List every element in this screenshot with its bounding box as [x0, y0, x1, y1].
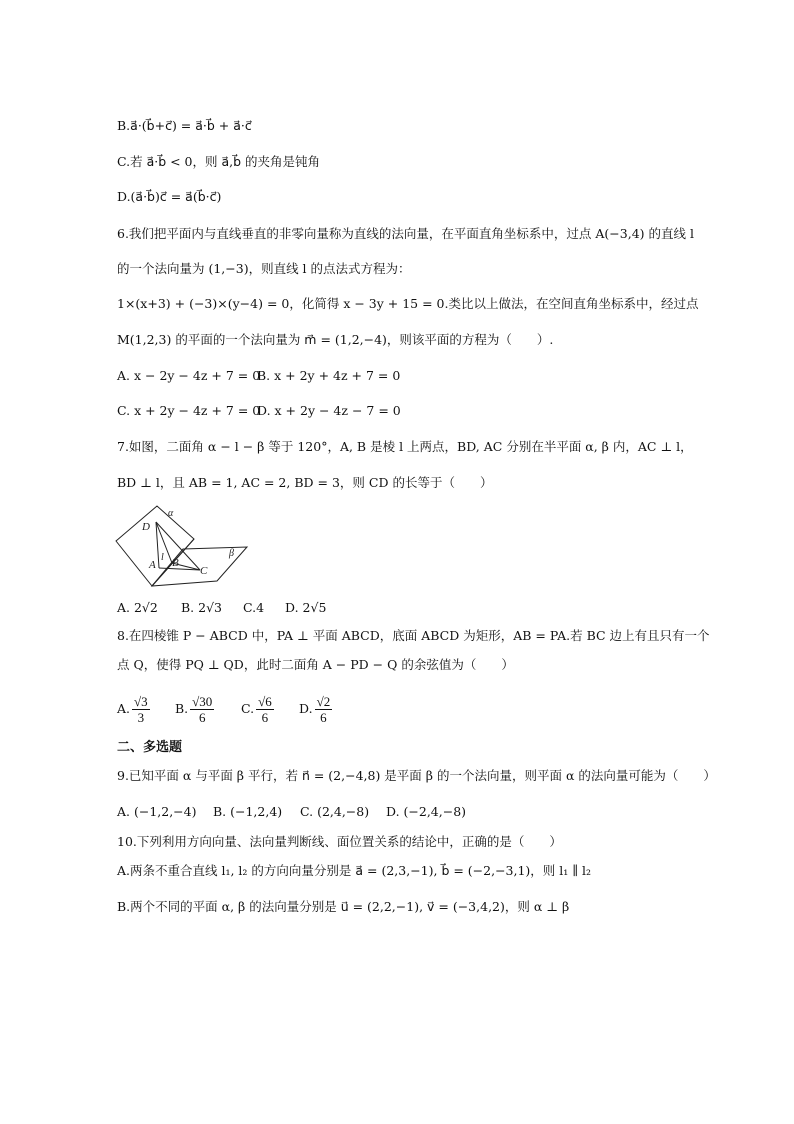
q6-stem-line-1: 6.我们把平面内与直线垂直的非零向量称为直线的法向量，在平面直角坐标系中，过点 A(−3,4) 的直线 l	[117, 226, 694, 241]
q8-option-c-letter: C.	[241, 701, 255, 716]
q7-options-row	[117, 598, 697, 618]
q6-option-c: C. x + 2y − 4z + 7 = 0	[117, 403, 261, 418]
q5-option-b: B.a⃗·(b⃗+c⃗) = a⃗·b⃗ + a⃗·c⃗	[117, 118, 252, 133]
q8-option-b-numerator: √30	[192, 694, 213, 709]
label-alpha: α	[168, 508, 174, 519]
q8-option-b-fraction	[190, 694, 214, 725]
q8-option-c-fraction	[256, 694, 274, 725]
label-d: D	[142, 521, 150, 533]
q8-option-a-letter: A.	[117, 701, 131, 716]
q6-stem-line-4: M(1,2,3) 的平面的一个法向量为 m⃗ = (1,2,−4)，则该平面的方程为（ ）.	[117, 332, 554, 347]
q7-stem-line-1: 7.如图，二面角 α − l − β 等于 120°，A, B 是棱 l 上两点，BD, AC 分别在半平面 α, β 内，AC ⊥ l，	[117, 439, 693, 454]
q6-option-b: B. x + 2y + 4z + 7 = 0	[257, 368, 401, 383]
label-b: B	[172, 557, 179, 569]
dihedral-angle-figure	[112, 502, 257, 590]
label-a: A	[149, 559, 156, 571]
q8-option-b-letter: B.	[175, 701, 189, 716]
q8-option-a-denominator: 3	[137, 710, 145, 725]
q7-option-d: D. 2√5	[285, 600, 327, 615]
q8-option-c-numerator: √6	[258, 694, 272, 709]
q8-stem-line-2: 点 Q，使得 PQ ⊥ QD，此时二面角 A − PD − Q 的余弦值为（ ）	[117, 657, 514, 672]
q8-option-c-denominator: 6	[261, 710, 269, 725]
q7-option-a: A. 2√2	[117, 600, 158, 615]
q9-option-d: D. (−2,4,−8)	[386, 804, 467, 819]
q7-stem-line-2: BD ⊥ l，且 AB = 1, AC = 2, BD = 3，则 CD 的长等于（ ）	[117, 475, 493, 490]
q10-option-a: A.两条不重合直线 l₁, l₂ 的方向向量分别是 a⃗ = (2,3,−1), b⃗ = (−2,−3,1)，则 l₁ ∥ l₂	[117, 863, 592, 878]
section-title-multiple-choice: 二、多选题	[117, 740, 183, 755]
q8-option-d	[299, 690, 334, 728]
q9-option-b: B. (−1,2,4)	[213, 804, 283, 819]
label-c: C	[200, 565, 208, 577]
label-beta: β	[229, 548, 234, 559]
q5-option-d: D.(a⃗·b⃗)c⃗ = a⃗(b⃗·c⃗)	[117, 189, 222, 204]
q9-option-c: C. (2,4,−8)	[300, 804, 370, 819]
q6-stem-line-2: 的一个法向量为 (1,−3)，则直线 l 的点法式方程为：	[117, 261, 411, 276]
q6-options-row-2	[117, 401, 697, 421]
q6-options-row-1	[117, 366, 697, 386]
q6-option-a: A. x − 2y − 4z + 7 = 0	[117, 368, 261, 383]
half-plane-alpha	[116, 506, 194, 586]
q6-option-d: D. x + 2y − 4z − 7 = 0	[257, 403, 401, 418]
q8-options-row	[117, 690, 697, 728]
q8-option-a-numerator: √3	[134, 694, 148, 709]
q10-stem-line-1: 10.下列利用方向向量、法向量判断线、面位置关系的结论中，正确的是（ ）	[117, 834, 562, 849]
q9-stem-line-1: 9.已知平面 α 与平面 β 平行，若 n⃗ = (2,−4,8) 是平面 β 的一个法向量，则平面 α 的法向量可能为（ ）	[117, 768, 716, 783]
q8-option-d-letter: D.	[299, 701, 313, 716]
q9-option-a: A. (−1,2,−4)	[117, 804, 197, 819]
q8-option-b	[175, 690, 241, 728]
q8-option-d-numerator: √2	[316, 694, 331, 709]
q8-stem-line-1: 8.在四棱锥 P − ABCD 中，PA ⊥ 平面 ABCD，底面 ABCD 为矩形，AB = PA.若 BC 边上有且只有一个	[117, 628, 710, 643]
q10-option-b: B.两个不同的平面 α, β 的法向量分别是 u⃗ = (2,2,−1), v⃗ = (−3,4,2)，则 α ⊥ β	[117, 899, 570, 914]
label-l: l	[161, 552, 164, 563]
q5-option-c: C.若 a⃗·b⃗ < 0，则 a⃗,b⃗ 的夹角是钝角	[117, 154, 321, 169]
q9-options-row	[117, 802, 697, 822]
q8-option-a-fraction	[132, 694, 150, 725]
q6-stem-line-3: 1×(x+3) + (−3)×(y−4) = 0，化简得 x − 3y + 15 = 0.类比以上做法，在空间直角坐标系中，经过点	[117, 296, 699, 311]
q8-option-b-denominator: 6	[198, 710, 206, 725]
q8-option-c	[241, 690, 299, 728]
q7-option-c: C.4	[243, 600, 265, 615]
q8-option-d-denominator: 6	[320, 710, 327, 725]
q8-option-a	[117, 690, 175, 728]
q7-option-b: B. 2√3	[181, 600, 223, 615]
q8-option-d-fraction	[315, 694, 333, 725]
